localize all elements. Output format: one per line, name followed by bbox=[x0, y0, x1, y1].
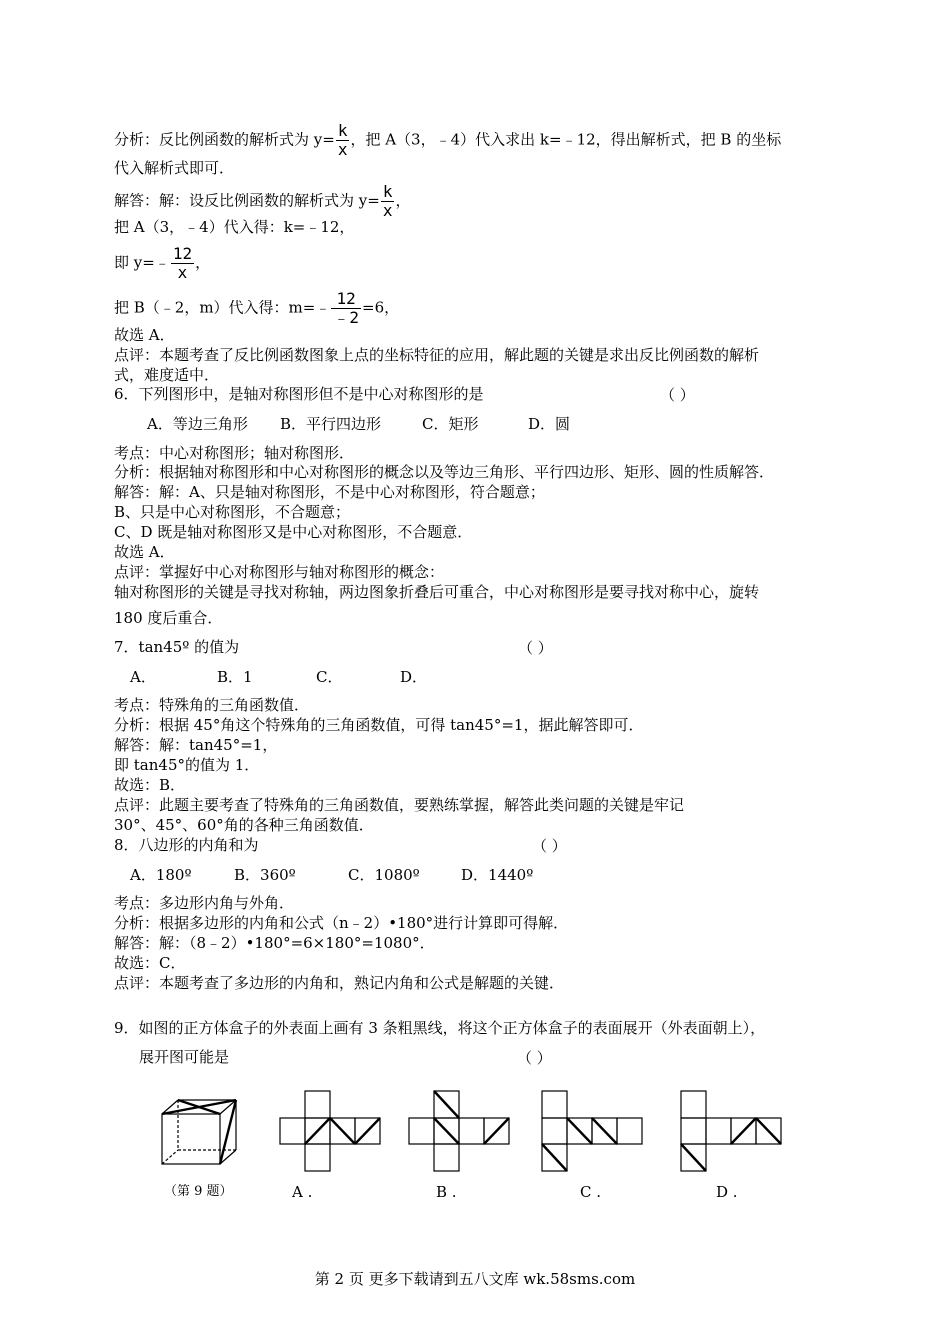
q6-solution-3: C、D 既是轴对称图形又是中心对称图形，不合题意． bbox=[114, 523, 473, 541]
q5-step3 bbox=[114, 290, 399, 327]
q6-option-b: B．平行四边形 bbox=[280, 415, 382, 433]
numerator: k bbox=[337, 121, 348, 140]
page-footer: 第 2 页 更多下载请到五八文库 wk.58sms.com bbox=[314, 1270, 636, 1288]
net-label-d: D . bbox=[716, 1183, 738, 1201]
q5-step1: 把 A（3，﹣4）代入得：k=﹣12， bbox=[114, 218, 355, 236]
cube-figure bbox=[158, 1098, 240, 1168]
q7-comment-2: 30°、45°、60°角的各种三角函数值． bbox=[114, 816, 374, 834]
numerator: 12 bbox=[331, 290, 361, 309]
q9-question-1: 9．如图的正方体盒子的外表面上画有 3 条粗黑线，将这个正方体盒子的表面展开（外表面朝上）， bbox=[114, 1019, 766, 1037]
q7-solution-1: 解答：解：tan45°=1， bbox=[114, 736, 278, 754]
q6-comment-2: 轴对称图形的关键是寻找对称轴，两边图象折叠后可重合，中心对称图形是要寻找对称中心，旋转 bbox=[114, 583, 760, 601]
denominator: x bbox=[337, 140, 348, 159]
text: 即 y=﹣ bbox=[114, 253, 170, 272]
q6-option-d: D．圆 bbox=[528, 415, 571, 433]
text: 解答：解：设反比例函数的解析式为 y= bbox=[114, 191, 380, 210]
q8-answer-blank: （ ） bbox=[532, 837, 567, 855]
q6-answer-blank: （ ） bbox=[660, 386, 695, 404]
text: 分析：反比例函数的解析式为 y= bbox=[114, 130, 335, 149]
q6-option-a: A．等边三角形 bbox=[147, 415, 248, 433]
q7-option-b: B．1 bbox=[217, 668, 253, 686]
fraction-12-over-x bbox=[171, 245, 194, 282]
q8-comment: 点评：本题考查了多边形的内角和，熟记内角和公式是解题的关键． bbox=[114, 974, 565, 992]
q6-solution-2: B、只是中心对称图形，不合题意； bbox=[114, 503, 351, 521]
denominator: ﹣2 bbox=[333, 308, 359, 327]
numerator: k bbox=[382, 182, 393, 201]
q5-step2 bbox=[114, 245, 210, 282]
q8-solution: 解答：解：（8﹣2）•180°=6×180°=1080°． bbox=[114, 934, 435, 952]
text: ，把 A（3，﹣4）代入求出 k=﹣12，得出解析式，把 B 的坐标 bbox=[350, 130, 782, 149]
denominator: x bbox=[382, 201, 393, 220]
q6-kaodian: 考点：中心对称图形；轴对称图形． bbox=[114, 444, 355, 462]
q5-choice: 故选 A． bbox=[114, 326, 175, 344]
q7-option-a: A． bbox=[130, 668, 156, 686]
q7-option-d: D． bbox=[400, 668, 428, 686]
q5-solution-line1 bbox=[114, 183, 410, 220]
q6-choice: 故选 A． bbox=[114, 543, 175, 561]
net-option-a bbox=[278, 1090, 382, 1172]
q8-option-a: A．180º bbox=[130, 866, 192, 884]
text: 把 B（﹣2，m）代入得：m=﹣ bbox=[114, 298, 331, 317]
q6-comment-3: 180 度后重合． bbox=[114, 609, 223, 627]
q5-analysis-line2: 代入解析式即可． bbox=[114, 159, 235, 177]
q9-figure-caption: （第 9 题） bbox=[164, 1184, 233, 1199]
q7-answer-blank: （ ） bbox=[518, 639, 553, 657]
denominator: x bbox=[177, 263, 188, 282]
q7-solution-2: 即 tan45°的值为 1． bbox=[114, 756, 260, 774]
net-option-d bbox=[679, 1090, 783, 1172]
net-label-a: A . bbox=[292, 1183, 313, 1201]
q8-choice: 故选：C． bbox=[114, 954, 186, 972]
q6-option-c: C．矩形 bbox=[422, 415, 479, 433]
q6-question: 6．下列图形中，是轴对称图形但不是中心对称图形的是 bbox=[114, 385, 484, 403]
q8-kaodian: 考点：多边形内角与外角． bbox=[114, 894, 295, 912]
net-label-b: B . bbox=[436, 1183, 457, 1201]
q8-question: 8．八边形的内角和为 bbox=[114, 836, 259, 854]
fraction-12-over-neg2 bbox=[331, 290, 361, 327]
q5-comment-2: 式，难度适中． bbox=[114, 366, 220, 384]
q7-kaodian: 考点：特殊角的三角函数值． bbox=[114, 696, 310, 714]
text: =6， bbox=[362, 298, 400, 317]
numerator: 12 bbox=[172, 244, 193, 263]
q9-answer-blank: （ ） bbox=[517, 1049, 552, 1067]
q7-option-c: C． bbox=[316, 668, 343, 686]
q6-analysis: 分析：根据轴对称图形和中心对称图形的概念以及等边三角形、平行四边形、矩形、圆的性质解答． bbox=[114, 463, 775, 481]
q9-question-2: 展开图可能是 bbox=[139, 1048, 230, 1066]
q7-analysis: 分析：根据 45°角这个特殊角的三角函数值，可得 tan45°=1，据此解答即可． bbox=[114, 716, 644, 734]
text: ， bbox=[395, 191, 411, 210]
q5-analysis-line1 bbox=[114, 122, 781, 159]
q8-option-c: C．1080º bbox=[348, 866, 420, 884]
q5-comment-1: 点评：本题考查了反比例函数图象上点的坐标特征的应用，解此题的关键是求出反比例函数的解析 bbox=[114, 346, 760, 364]
q7-comment-1: 点评：此题主要考查了特殊角的三角函数值，要熟练掌握，解答此类问题的关键是牢记 bbox=[114, 796, 685, 814]
net-label-c: C . bbox=[580, 1183, 602, 1201]
q7-question: 7．tan45º 的值为 bbox=[114, 638, 240, 656]
q8-option-d: D．1440º bbox=[461, 866, 534, 884]
net-option-b bbox=[407, 1090, 511, 1172]
q6-solution-1: 解答：解：A、只是轴对称图形，不是中心对称图形，符合题意； bbox=[114, 483, 545, 501]
net-option-c bbox=[540, 1090, 644, 1172]
q7-choice: 故选：B． bbox=[114, 776, 186, 794]
fraction-k-over-x bbox=[336, 122, 350, 159]
q8-analysis: 分析：根据多边形的内角和公式（n﹣2）•180°进行计算即可得解． bbox=[114, 914, 569, 932]
q6-comment-1: 点评：掌握好中心对称图形与轴对称图形的概念： bbox=[114, 563, 445, 581]
fraction-k-over-x bbox=[381, 183, 395, 220]
q8-option-b: B．360º bbox=[234, 866, 296, 884]
text: ， bbox=[195, 253, 211, 272]
